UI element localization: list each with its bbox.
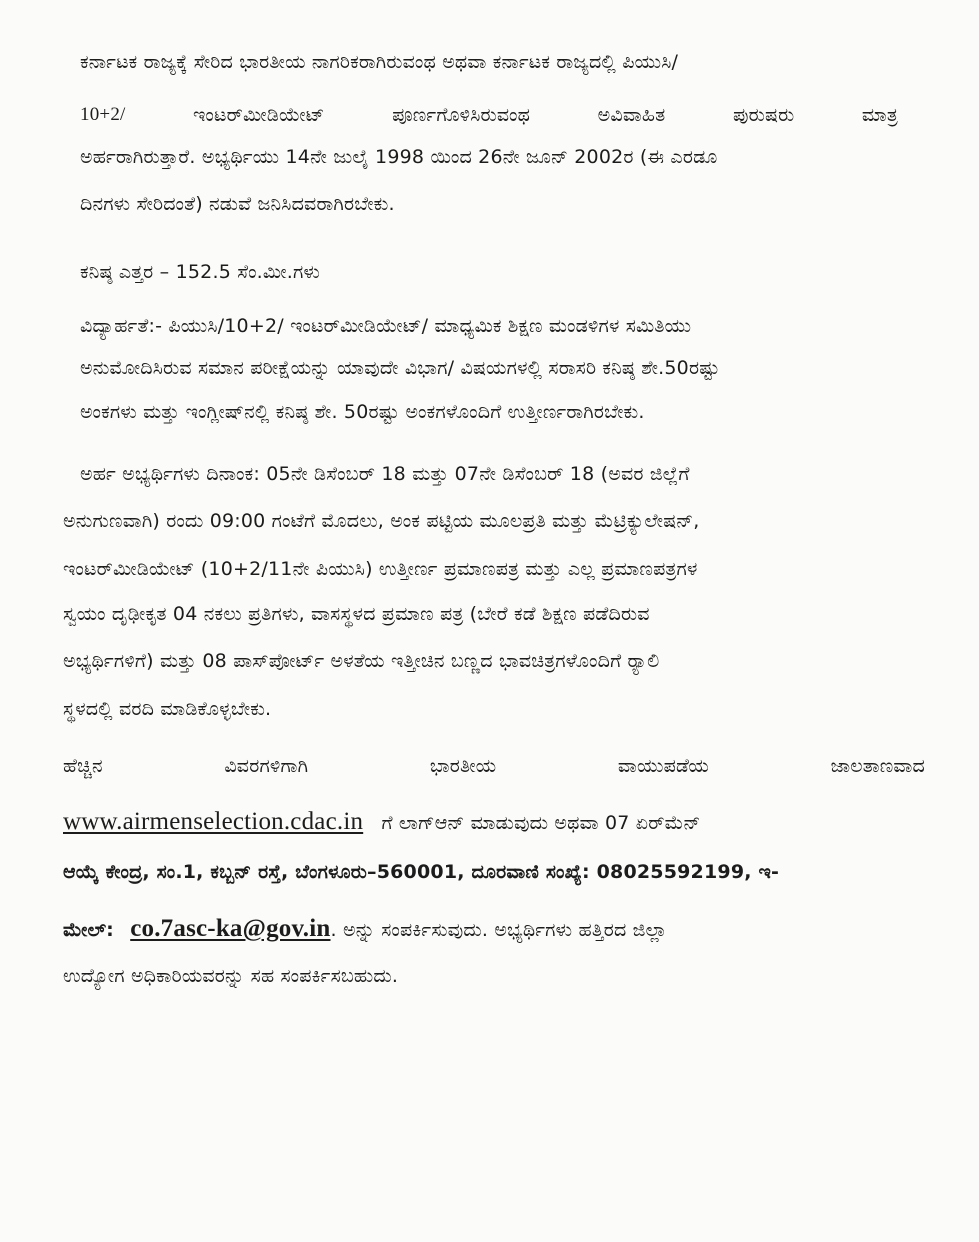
contact-line-4-rest: . ಅನ್ನು ಸಂಪರ್ಕಿಸುವುದು. ಅಭ್ಯರ್ಥಿಗಳು ಹತ್ತಿರದ ಜಿಲ್ಲಾ <box>330 919 668 941</box>
website-link[interactable]: www.airmenselection.cdac.in <box>63 808 364 835</box>
reporting-line-3: ಇಂಟರ್‌ಮೀಡಿಯೇಟ್ (10+2/11ನೇ ಪಿಯುಸಿ) ಉತ್ತೀರ್ಣ ಪ್ರಮಾಣಪತ್ರ ಮತ್ತು ಎಲ್ಲ ಪ್ರಮಾಣಪತ್ರಗಳ <box>63 558 698 580</box>
contact-line-1-word: ವಾಯುಪಡೆಯ <box>617 755 709 777</box>
reporting-line-5: ಅಭ್ಯರ್ಥಿಗಳಿಗೆ) ಮತ್ತು 08 ಪಾಸ್‌ಪೋರ್ಟ್ ಅಳತೆಯ ಇತ್ತೀಚಿನ ಬಣ್ಣದ ಭಾವಚಿತ್ರಗಳೊಂದಿಗೆ ರ‍್ಯಾಲಿ <box>63 650 660 672</box>
eligibility-line-4: ದಿನಗಳು ಸೇರಿದಂತೆ) ನಡುವೆ ಜನಿಸಿದವರಾಗಿರಬೇಕು. <box>80 193 395 215</box>
contact-line-1-word: ಹೆಚ್ಚಿನ <box>63 755 103 777</box>
education-line-3: ಅಂಕಗಳು ಮತ್ತು ಇಂಗ್ಲೀಷ್‌ನಲ್ಲಿ ಕನಿಷ್ಠ ಶೇ. 50ರಷ್ಟು ಅಂಕಗಳೊಂದಿಗೆ ಉತ್ತೀರ್ಣರಾಗಿರಬೇಕು. <box>80 401 645 423</box>
education-line-1: ವಿದ್ಯಾರ್ಹತೆ:- ಪಿಯುಸಿ/10+2/ ಇಂಟರ್‌ಮೀಡಿಯೇಟ್/ ಮಾಧ್ಯಮಿಕ ಶಿಕ್ಷಣ ಮಂಡಳಿಗಳ ಸಮಿತಿಯು <box>80 315 692 337</box>
contact-line-4 <box>63 915 667 944</box>
reporting-line-6: ಸ್ಥಳದಲ್ಲಿ ವರದಿ ಮಾಡಿಕೊಳ್ಳಬೇಕು. <box>63 698 272 720</box>
email-link[interactable]: co.7asc-ka@gov.in <box>130 915 331 942</box>
eligibility-line-2 <box>80 101 898 129</box>
height-requirement: ಕನಿಷ್ಠ ಎತ್ತರ – 152.5 ಸೆಂ.ಮೀ.ಗಳು <box>80 261 321 283</box>
reporting-line-4: ಸ್ವಯಂ ದೃಢೀಕೃತ 04 ನಕಲು ಪ್ರತಿಗಳು, ವಾಸಸ್ಥಳದ ಪ್ರಮಾಣ ಪತ್ರ (ಬೇರೆ ಕಡೆ ಶಿಕ್ಷಣ ಪಡೆದಿರುವ <box>63 603 650 625</box>
eligibility-line-2-word: ಅವಿವಾಹಿತ <box>597 104 666 126</box>
eligibility-line-1: ಕರ್ನಾಟಕ ರಾಜ್ಯಕ್ಕೆ ಸೇರಿದ ಭಾರತೀಯ ನಾಗರಿಕರಾಗಿರುವಂಥ ಅಥವಾ ಕರ್ನಾಟಕ ರಾಜ್ಯದಲ್ಲಿ ಪಿಯುಸಿ/ <box>80 51 679 73</box>
contact-line-5: ಉದ್ಯೋಗ ಅಧಿಕಾರಿಯವರನ್ನು ಸಹ ಸಂಪರ್ಕಿಸಬಹುದು. <box>63 965 399 987</box>
contact-line-3: ಆಯ್ಕೆ ಕೇಂದ್ರ, ಸಂ.1, ಕಬ್ಬನ್ ರಸ್ತೆ, ಬೆಂಗಳೂರು–560001, ದೂರವಾಣಿ ಸಂಖ್ಯೆ: 08025592199, ಇ- <box>63 861 780 883</box>
eligibility-line-3: ಅರ್ಹರಾಗಿರುತ್ತಾರೆ. ಅಭ್ಯರ್ಥಿಯು 14ನೇ ಜುಲೈ 1998 ಯಿಂದ 26ನೇ ಜೂನ್ 2002ರ (ಈ ಎರಡೂ <box>80 146 718 168</box>
reporting-line-1: ಅರ್ಹ ಅಭ್ಯರ್ಥಿಗಳು ದಿನಾಂಕ: 05ನೇ ಡಿಸೆಂಬರ್ 18 ಮತ್ತು 07ನೇ ಡಿಸೆಂಬರ್ 18 (ಅವರ ಜಿಲ್ಲೆಗೆ <box>80 463 690 485</box>
eligibility-line-2-word: ಇಂಟರ್‌ಮೀಡಿಯೇಟ್ <box>193 104 325 126</box>
contact-line-1-word: ಭಾರತೀಯ <box>429 755 497 777</box>
eligibility-line-2-word: 10+2/ <box>80 104 126 125</box>
eligibility-line-2-word: ಪೂರ್ಣಗೊಳಿಸಿರುವಂಥ <box>392 104 531 126</box>
eligibility-line-2-word: ಮಾತ್ರ <box>861 104 898 126</box>
reporting-line-2: ಅನುಗುಣವಾಗಿ) ರಂದು 09:00 ಗಂಟೆಗೆ ಮೊದಲು, ಅಂಕ ಪಟ್ಟಿಯ ಮೂಲಪ್ರತಿ ಮತ್ತು ಮೆಟ್ರಿಕ್ಯುಲೇಷನ್, <box>63 510 700 532</box>
education-line-2: ಅನುಮೋದಿಸಿರುವ ಸಮಾನ ಪರೀಕ್ಷೆಯನ್ನು ಯಾವುದೇ ವಿಭಾಗ/ ವಿಷಯಗಳಲ್ಲಿ ಸರಾಸರಿ ಕನಿಷ್ಠ ಶೇ.50ರಷ್ಟು <box>80 357 720 379</box>
contact-line-2 <box>63 808 701 837</box>
contact-line-2-rest: ಗೆ ಲಾಗ್‌ಆನ್ ಮಾಡುವುದು ಅಥವಾ 07 ಏರ್‌ಮೆನ್ <box>381 812 701 834</box>
contact-line-1-word: ಜಾಲತಾಣವಾದ <box>830 755 925 777</box>
email-label: ಮೇಲ್: <box>63 919 114 941</box>
contact-line-1 <box>63 752 925 780</box>
eligibility-line-2-word: ಪುರುಷರು <box>732 104 795 126</box>
contact-line-1-word: ವಿವರಗಳಿಗಾಗಿ <box>224 755 309 777</box>
